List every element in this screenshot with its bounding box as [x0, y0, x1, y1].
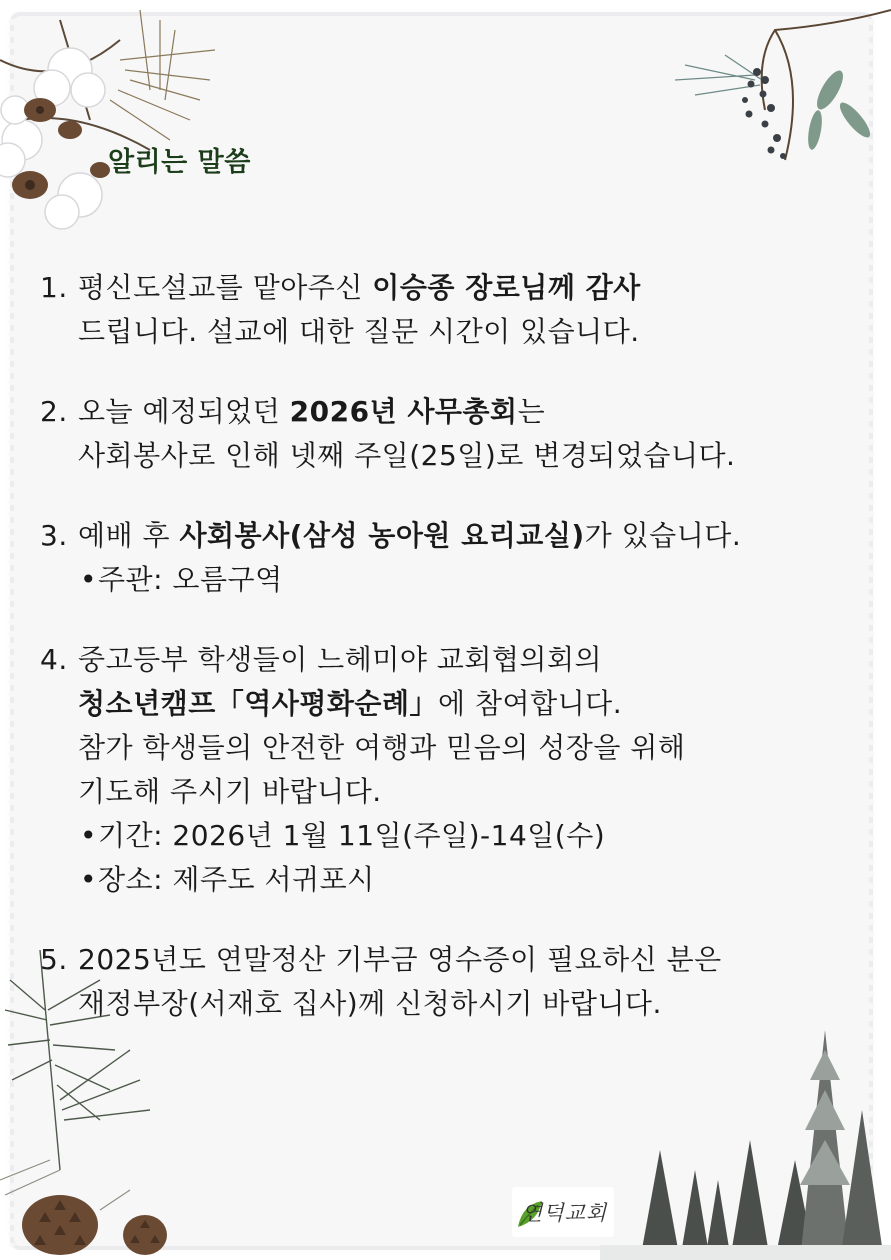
- bullet-text: 기간: 2026년 1월 11일(주일)-14일(수): [98, 819, 606, 852]
- notice-emphasis: 사회봉사(삼성 농아원 요리교실): [179, 519, 585, 552]
- notice-item-5: [40, 938, 870, 1026]
- pine-trees-icon: [600, 1020, 891, 1260]
- notice-line: 드립니다. 설교에 대한 질문 시간이 있습니다.: [78, 315, 640, 348]
- notice-emphasis: 2026년 사무총회: [289, 395, 518, 428]
- notice-list: [40, 266, 870, 1026]
- notice-emphasis: 이승종 장로님께 감사: [372, 271, 641, 304]
- notice-line: [78, 266, 870, 310]
- notice-text: 는: [517, 395, 546, 428]
- bullet-item: [78, 858, 870, 902]
- page-title: 알리는 말씀: [108, 147, 251, 178]
- notice-text: 오늘 예정되었던: [78, 395, 290, 428]
- notice-line: [78, 514, 870, 558]
- church-logo: [512, 1187, 614, 1237]
- notice-text: 평신도설교를 맡아주신: [78, 271, 373, 304]
- bullet-dot: •: [80, 819, 98, 852]
- bullet-item: [78, 814, 870, 858]
- notice-item-1: [40, 266, 870, 354]
- bullet-dot: •: [80, 563, 98, 596]
- notice-number: 5.: [40, 943, 68, 976]
- notice-number: 4.: [40, 643, 68, 676]
- notice-line: 중고등부 학생들이 느헤미야 교회협의회의: [78, 643, 603, 676]
- notice-text: 예배 후: [78, 519, 180, 552]
- notice-item-4: [40, 638, 870, 902]
- notice-line: 사회봉사로 인해 넷째 주일(25일)로 변경되었습니다.: [78, 439, 736, 472]
- notice-line: 재정부장(서재호 집사)께 신청하시기 바랍니다.: [78, 987, 662, 1020]
- notice-number: 2.: [40, 395, 68, 428]
- bullet-item: [78, 558, 870, 602]
- pinecone-icon: [0, 1150, 200, 1260]
- notice-item-3: [40, 514, 870, 602]
- notice-line: 2025년도 연말정산 기부금 영수증이 필요하신 분은: [78, 943, 722, 976]
- notice-emphasis: 청소년캠프「역사평화순례」: [78, 687, 439, 720]
- notice-text: 가 있습니다.: [584, 519, 742, 552]
- notice-number: 3.: [40, 519, 68, 552]
- notice-line: [78, 682, 870, 726]
- notice-item-2: [40, 390, 870, 478]
- berry-branch-icon: [665, 0, 891, 200]
- notice-text: 에 참여합니다.: [438, 687, 623, 720]
- notice-line: 기도해 주시기 바랍니다.: [78, 775, 382, 808]
- notice-line: [78, 390, 870, 434]
- notice-line: 참가 학생들의 안전한 여행과 믿음의 성장을 위해: [78, 731, 686, 764]
- bullet-dot: •: [80, 863, 98, 896]
- bullet-text: 주관: 오름구역: [98, 563, 283, 596]
- church-name: 연덕교회: [522, 1201, 608, 1225]
- notice-number: 1.: [40, 271, 68, 304]
- cotton-and-pinecone-icon: [0, 0, 220, 250]
- bullet-text: 장소: 제주도 서귀포시: [98, 863, 375, 896]
